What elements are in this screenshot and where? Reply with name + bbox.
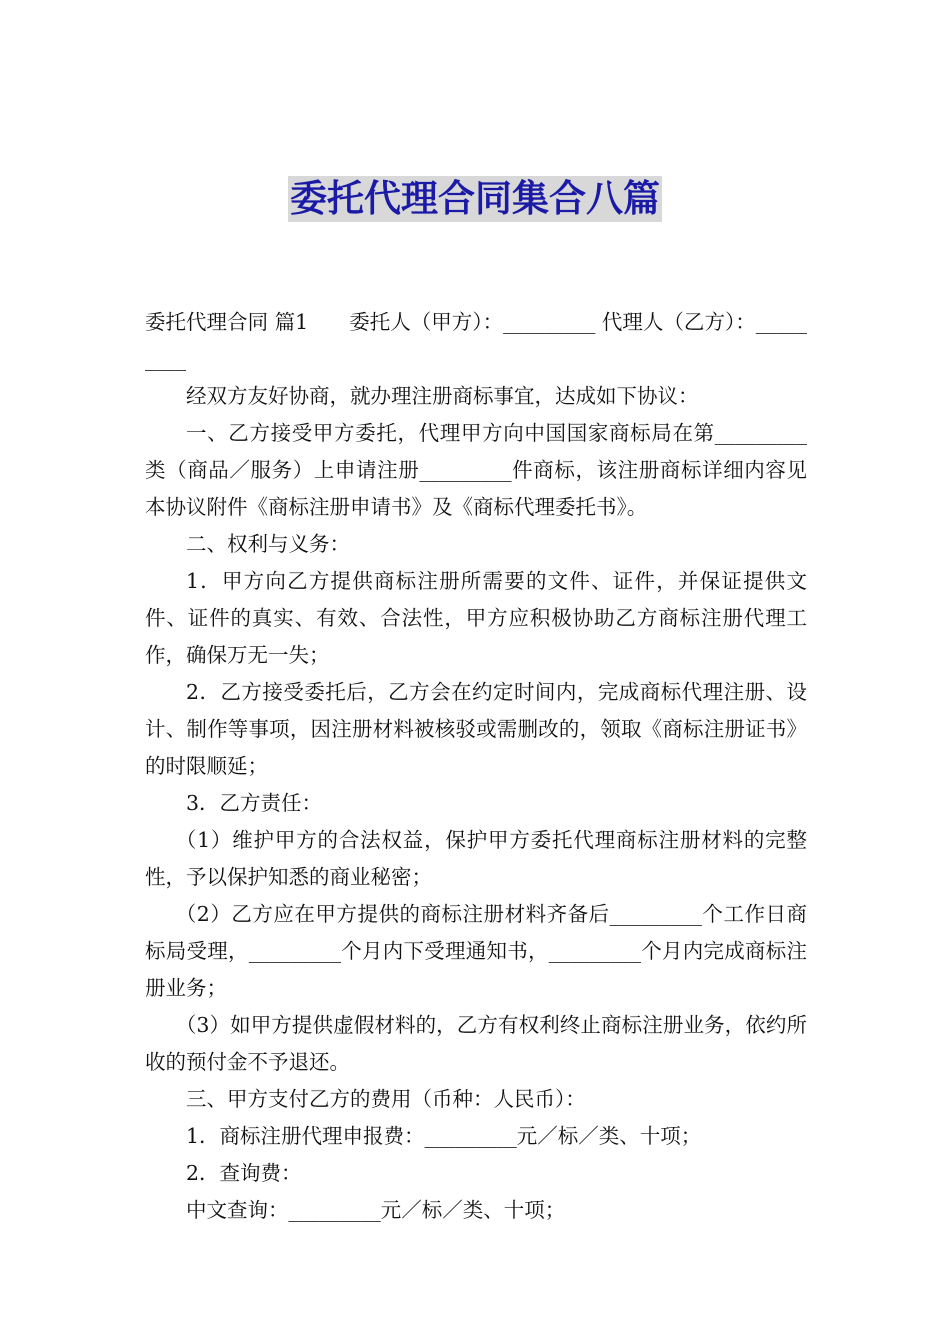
paragraph-clause-3-2: 2．查询费：	[186, 1161, 302, 1185]
paragraph-clause-2-3-3: （3）如甲方提供虚假材料的，乙方有权利终止商标注册业务，依约所收的预付金不予退还。	[145, 1013, 807, 1074]
paragraph-clause-1: 一、乙方接受甲方委托，代理甲方向中国国家商标局在第_________类（商品／服务）上申请注册_________件商标，该注册商标详细内容见本协议附件《商标注册申请书》及《商标代理委托书》。	[145, 421, 807, 519]
paragraph-clause-2-3-1: （1）维护甲方的合法权益，保护甲方委托代理商标注册材料的完整性，予以保护知悉的商业秘密；	[145, 828, 807, 889]
paragraph-agreement: 经双方友好协商，就办理注册商标事宜，达成如下协议：	[186, 384, 699, 408]
paragraph-clause-2-1: 1．甲方向乙方提供商标注册所需要的文件、证件，并保证提供文件、证件的真实、有效、合法性，甲方应积极协助乙方商标注册代理工作，确保万无一失；	[145, 569, 807, 667]
document-body	[145, 304, 807, 1229]
paragraph-clause-2-3-heading: 3．乙方责任：	[186, 791, 323, 815]
paragraph-clause-3-2-cn: 中文查询：_________元／标／类、十项；	[186, 1198, 566, 1222]
paragraph-clause-2-2: 2．乙方接受委托后，乙方会在约定时间内，完成商标代理注册、设计、制作等事项，因注册材料被核驳或需删改的，领取《商标注册证书》的时限顺延；	[145, 680, 807, 778]
paragraph-intro: 委托代理合同 篇1 委托人（甲方）：_________ 代理人（乙方）：_________	[145, 310, 807, 371]
title-container	[0, 176, 950, 222]
paragraph-clause-2-heading: 二、权利与义务：	[186, 532, 350, 556]
paragraph-clause-3-heading: 三、甲方支付乙方的费用（币种：人民币）：	[186, 1087, 586, 1111]
paragraph-clause-2-3-2: （2）乙方应在甲方提供的商标注册材料齐备后_________个工作日商标局受理，_________个月内下受理通知书，_________个月内完成商标注册业务；	[145, 902, 807, 1000]
paragraph-clause-3-1: 1．商标注册代理申报费：_________元／标／类、十项；	[186, 1124, 702, 1148]
document-title: 委托代理合同集合八篇	[290, 177, 660, 220]
